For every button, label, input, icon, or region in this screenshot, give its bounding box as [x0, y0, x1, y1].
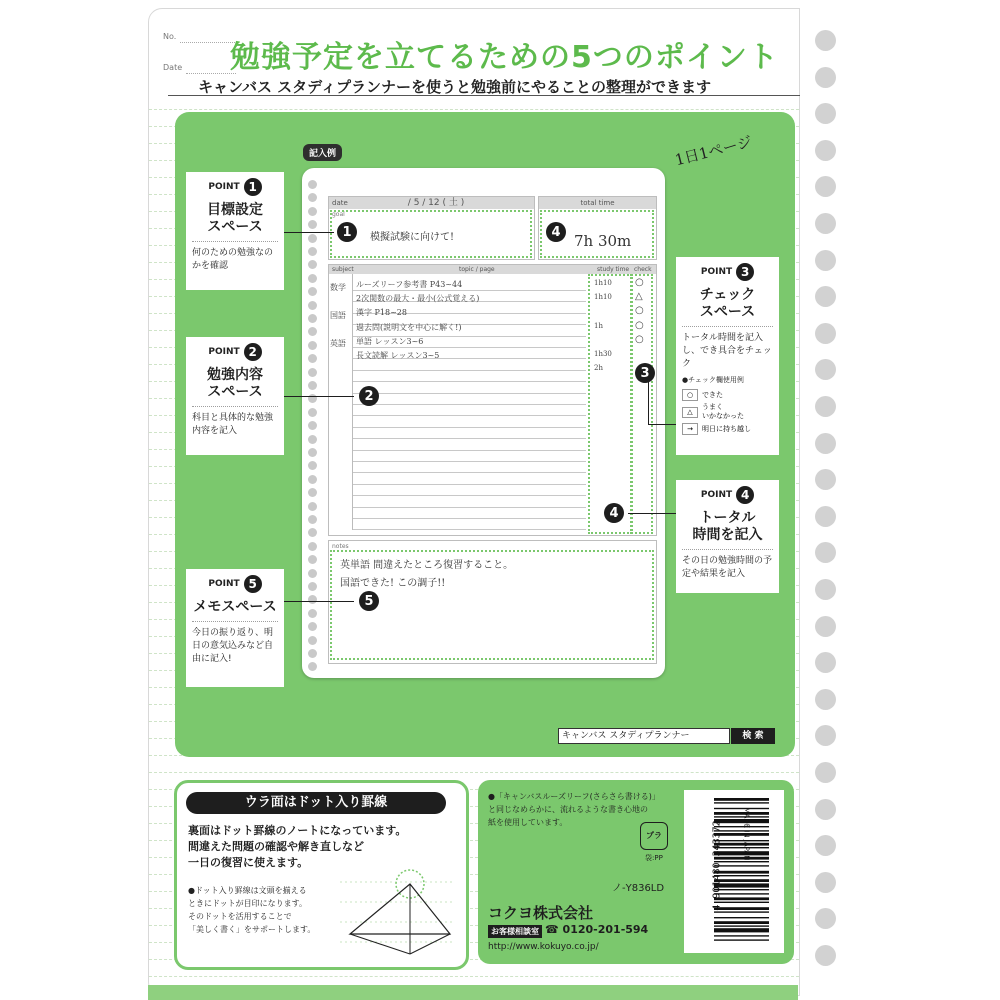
table-row-line: [352, 381, 586, 382]
study-time-column: [588, 274, 632, 534]
point-5-callout: [186, 569, 284, 687]
planner-ring: [308, 609, 317, 618]
notes-label: notes: [332, 543, 349, 550]
barcode-digits: 4 901480 343372: [711, 820, 723, 911]
binder-hole: [815, 542, 836, 563]
planner-ring: [308, 542, 317, 551]
table-row-line: [352, 529, 586, 530]
point-4-title: トータル 時間を記入: [692, 510, 763, 543]
legend-item-done: ○ できた: [682, 389, 773, 401]
check-cell: ○: [635, 333, 644, 345]
page-title: 勉強予定を立てるための5つのポイント: [230, 40, 779, 75]
planner-ring: [308, 234, 317, 243]
table-row-line: [352, 438, 586, 439]
binder-hole: [815, 506, 836, 527]
binder-hole: [815, 359, 836, 380]
planner-ring: [308, 314, 317, 323]
barcode: [684, 790, 784, 953]
planner-ring: [308, 475, 317, 484]
planner-ring: [308, 636, 317, 645]
barcode-bar: [714, 939, 769, 940]
no-line: [180, 42, 235, 43]
binder-hole: [815, 103, 836, 124]
binder-hole: [815, 250, 836, 271]
binder-hole: [815, 469, 836, 490]
arrow-point-1: [284, 232, 334, 233]
binder-hole: [815, 176, 836, 197]
barcode-bar: [714, 928, 769, 932]
back-side-note: ●ドット入り罫線は文頭を揃える ときにドットが目印になります。 そのドットを活用することで 「美しく書く」をサポートします。: [188, 886, 316, 934]
dot-grid-illustration: [340, 862, 455, 957]
binder-hole: [815, 616, 836, 637]
check-cell: △: [635, 291, 643, 303]
goal-text: 模擬試験に向けて!: [370, 232, 455, 243]
arrow-point-2: [284, 396, 354, 397]
study-time-cell: 1h10: [594, 279, 612, 287]
table-row-line: [352, 427, 586, 428]
binder-hole: [815, 725, 836, 746]
planner-ring: [308, 408, 317, 417]
binder-hole: [815, 762, 836, 783]
planner-ring: [308, 341, 317, 350]
title-divider: [168, 95, 800, 96]
marker-2: 2: [359, 386, 379, 406]
table-row-line: [352, 518, 586, 519]
date-line: [186, 73, 236, 74]
barcode-bar: [714, 802, 769, 803]
material-label: 袋:PP: [645, 854, 663, 862]
planner-ring: [308, 368, 317, 377]
subject-cell: 数学: [330, 283, 346, 292]
binder-hole: [815, 30, 836, 51]
one-page-per-day-note: 1日1ページ: [673, 132, 754, 170]
point-2-badge: POINT 2: [192, 343, 278, 361]
binder-hole: [815, 286, 836, 307]
phone-number: ☎ 0120-201-594: [545, 923, 649, 936]
point-3-desc: トータル時間を記入し、でき具合をチェック: [682, 333, 772, 369]
topic-cell: 漢字 P18~28: [356, 308, 407, 318]
barcode-bar: [714, 925, 769, 926]
binder-hole: [815, 67, 836, 88]
arrow-point-5: [284, 601, 354, 602]
binder-hole: [815, 652, 836, 673]
barcode-bar: [714, 921, 769, 924]
binder-hole: [815, 140, 836, 161]
legend-item-partial: △ うまく いかなかった: [682, 403, 773, 421]
binder-hole: [815, 945, 836, 966]
point-4-callout: [676, 480, 779, 593]
topic-cell: 長文読解 レッスン3~5: [356, 351, 440, 360]
point-3-badge: POINT 3: [682, 263, 773, 281]
planner-ring: [308, 515, 317, 524]
point-1-callout: [186, 172, 284, 290]
point-1-title: 目標設定 スペース: [207, 202, 263, 235]
table-row-line: [352, 472, 586, 473]
marker-3: 3: [635, 363, 655, 383]
subject-cell: 国語: [330, 311, 346, 320]
contact-label: お客様相談室: [488, 925, 542, 938]
check-legend: [682, 389, 773, 435]
check-legend-title: ●チェック欄使用例: [682, 376, 744, 384]
planner-ring: [308, 649, 317, 658]
planner-ring: [308, 582, 317, 591]
binder-hole: [815, 835, 836, 856]
barcode-bar: [714, 917, 769, 918]
goal-label: goal: [332, 211, 345, 218]
ruled-line: [149, 109, 799, 110]
point-3-title: チェック スペース: [699, 287, 756, 320]
date-header: date / 5 / 12 ( 土 ): [329, 197, 534, 209]
point-5-badge: POINT 5: [192, 575, 278, 593]
check-cell: ○: [635, 277, 644, 288]
planner-ring: [308, 207, 317, 216]
table-row-line: [352, 370, 586, 371]
table-row-line: [352, 484, 586, 485]
binder-hole: [815, 908, 836, 929]
point-3-callout: [676, 257, 779, 455]
subject-divider: [352, 274, 353, 530]
search-input[interactable]: キャンバス スタディプランナー: [558, 728, 730, 744]
topic-cell: 2次関数の最大・最小(公式覚える): [356, 294, 480, 304]
bottom-green-strip: [148, 985, 798, 1000]
arrow-point-3-vertical: [648, 382, 649, 424]
barcode-bar: [714, 935, 769, 936]
point-2-title: 勉強内容 スペース: [207, 367, 263, 400]
sample-tag: 記入例: [303, 144, 342, 161]
study-time-cell: 1h10: [594, 293, 612, 302]
point-1-desc: 何のための勉強なのかを確認: [192, 248, 274, 271]
point-1-badge: POINT 1: [192, 178, 278, 196]
table-row-line: [352, 393, 586, 394]
phone-icon: ☎: [545, 923, 559, 936]
planner-ring: [308, 448, 317, 457]
study-time-cell: 1h: [594, 321, 603, 330]
binder-hole: [815, 872, 836, 893]
point-2-desc: 科目と具体的な勉強内容を記入: [192, 413, 274, 436]
made-in-label: MADE IN JAPAN: [742, 807, 751, 861]
ruled-line: [149, 772, 799, 773]
arrow-point-4: [628, 513, 676, 514]
topic-cell: ルーズリーフ参考書 P43~44: [356, 280, 463, 289]
no-label: No.: [163, 32, 177, 41]
total-time-text: 7h 30m: [574, 232, 632, 250]
table-row-line: [352, 404, 586, 405]
table-row-line: [352, 495, 586, 496]
binder-hole: [815, 799, 836, 820]
barcode-bars: [684, 790, 784, 953]
marker-1: 1: [337, 222, 357, 242]
barcode-bar: [714, 798, 769, 801]
company-name: コクヨ株式会社: [488, 904, 594, 922]
table-row-line: [352, 461, 586, 462]
planner-ring: [308, 247, 317, 256]
planner-ring: [308, 301, 317, 310]
binder-hole: [815, 433, 836, 454]
barcode-bar: [714, 911, 769, 912]
table-row-line: [352, 290, 586, 291]
topic-cell: 単語 レッスン3~6: [356, 336, 424, 346]
binder-hole: [815, 323, 836, 344]
total-time-header: total time: [539, 197, 656, 209]
planner-ring: [308, 502, 317, 511]
ruled-line: [149, 976, 799, 977]
back-side-banner: ウラ面はドット入り罫線: [186, 792, 446, 814]
planner-ring: [308, 435, 317, 444]
product-code: ノ-Y836LD: [612, 883, 665, 894]
table-row-line: [352, 507, 586, 508]
table-row-line: [352, 450, 586, 451]
date-label: Date: [163, 63, 183, 72]
website-url[interactable]: http://www.kokuyo.co.jp/: [488, 942, 599, 952]
binder-hole: [815, 579, 836, 600]
arrow-point-3-horizontal: [648, 424, 676, 425]
marker-5: 5: [359, 591, 379, 611]
point-4-badge: POINT 4: [682, 486, 773, 504]
check-cell: ○: [635, 319, 644, 331]
study-time-cell: 2h: [594, 364, 603, 373]
binder-hole: [815, 689, 836, 710]
check-cell: ○: [635, 305, 644, 317]
binder-hole: [815, 213, 836, 234]
point-2-callout: [186, 337, 284, 455]
planner-ring: [308, 180, 317, 189]
page-subtitle: キャンバス スタディプランナーを使うと勉強前にやることの整理ができます: [198, 78, 711, 96]
point-5-desc: 今日の振り返り、明日の意気込みなど自由に記入!: [192, 628, 274, 664]
subject-cell: 英語: [330, 339, 346, 348]
binder-hole: [815, 396, 836, 417]
planner-ring: [308, 569, 317, 578]
topic-cell: 過去問(説明文を中心に解く!): [356, 322, 462, 332]
back-side-main-text: 裏面はドット罫線のノートになっています。 間違えた問題の確認や解き直しなど 一日の復習に使えます。: [188, 824, 407, 869]
marker-4-top: 4: [546, 222, 566, 242]
legend-item-carry-over: → 明日に持ち越し: [682, 423, 773, 435]
search-button[interactable]: 検 索: [731, 728, 775, 744]
planner-ring: [308, 381, 317, 390]
study-time-cell: 1h30: [594, 350, 612, 358]
notes-line-2: 国語できた! この調子!!: [340, 578, 446, 589]
table-row-line: [352, 347, 586, 348]
point-5-title: メモスペース: [193, 599, 277, 615]
table-row-line: [352, 415, 586, 416]
point-4-desc: その日の勉強時間の予定や結果を記入: [682, 556, 773, 579]
marker-4: 4: [604, 503, 624, 523]
notes-line-1: 英単語 間違えたところ復習すること。: [340, 560, 514, 571]
planner-ring: [308, 274, 317, 283]
table-header: subject topic / page study time check: [329, 265, 656, 274]
recycle-icon: プラ: [640, 822, 668, 850]
product-description: ●「キャンバスルーズリーフ(さらさら書ける)」 と同じなめらかに、流れるような書き心地の 紙を使用しています。: [488, 792, 660, 827]
